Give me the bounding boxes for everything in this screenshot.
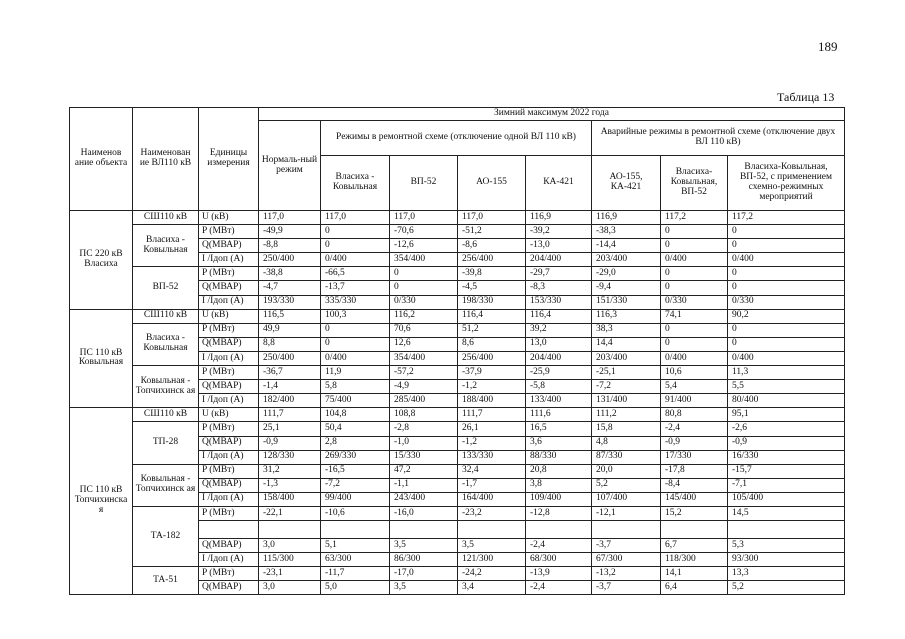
value-cell: 204/400 <box>526 351 592 365</box>
value-cell: 88/330 <box>526 450 592 464</box>
line-name-cell: СШ110 кВ <box>133 309 199 323</box>
value-cell: -8,6 <box>458 239 526 253</box>
value-cell: 14,4 <box>592 337 661 351</box>
value-cell: 6,7 <box>661 539 728 553</box>
value-cell: 0 <box>661 323 728 337</box>
value-cell: 269/330 <box>321 450 390 464</box>
value-cell: 68/300 <box>526 553 592 567</box>
unit-cell: I /Iдоп (А) <box>199 553 259 567</box>
header-col: АО-155, КА-421 <box>592 156 661 211</box>
value-cell: 5,2 <box>728 581 845 595</box>
value-cell: 203/400 <box>592 253 661 267</box>
value-cell: 116,9 <box>592 211 661 225</box>
unit-cell: Q(МВАР) <box>199 281 259 295</box>
value-cell: -39,2 <box>526 225 592 239</box>
header-col: АО-155 <box>458 156 526 211</box>
object-name-cell: ПС 110 кВ Топчихинска я <box>70 408 133 595</box>
value-cell: -7,1 <box>728 478 845 492</box>
value-cell: 5,1 <box>321 539 390 553</box>
unit-cell: Q(МВАР) <box>199 436 259 450</box>
value-cell: -24,2 <box>458 567 526 581</box>
value-cell: 117,0 <box>390 211 458 225</box>
value-cell: -16,5 <box>321 464 390 478</box>
value-cell: -3,7 <box>592 539 661 553</box>
value-cell: -49,9 <box>259 225 321 239</box>
header-col: ВП-52 <box>390 156 458 211</box>
value-cell: 86/300 <box>390 553 458 567</box>
header-season: Зимний максимум 2022 года <box>259 108 845 121</box>
value-cell: 115/300 <box>259 553 321 567</box>
value-cell: 0 <box>728 225 845 239</box>
value-cell: 70,6 <box>390 323 458 337</box>
value-cell: 3,4 <box>458 581 526 595</box>
header-col: Власиха-Ковыльная, ВП-52 <box>661 156 728 211</box>
unit-cell: P (МВт) <box>199 567 259 581</box>
value-cell: 0/400 <box>321 351 390 365</box>
value-cell: 117,0 <box>259 211 321 225</box>
value-cell: 50,4 <box>321 422 390 436</box>
value-cell: -2,6 <box>728 422 845 436</box>
value-cell: -1,3 <box>259 478 321 492</box>
unit-cell: Q(МВАР) <box>199 478 259 492</box>
value-cell: 256/400 <box>458 351 526 365</box>
value-cell: 26,1 <box>458 422 526 436</box>
value-cell: -22,1 <box>259 506 321 520</box>
value-cell: -2,4 <box>526 581 592 595</box>
value-cell: 116,4 <box>526 309 592 323</box>
line-name-cell: Ковыльная - Топчихинск ая <box>133 464 199 506</box>
value-cell: 63/300 <box>321 553 390 567</box>
value-cell: 2,8 <box>321 436 390 450</box>
value-cell: -29,7 <box>526 267 592 281</box>
value-cell: -25,1 <box>592 366 661 380</box>
value-cell: -0,9 <box>259 436 321 450</box>
unit-cell <box>199 521 259 539</box>
value-cell: -8,3 <box>526 281 592 295</box>
value-cell: -12,8 <box>526 506 592 520</box>
value-cell: 13,0 <box>526 337 592 351</box>
value-cell: 151/330 <box>592 295 661 309</box>
value-cell: 0 <box>728 281 845 295</box>
value-cell: 198/330 <box>458 295 526 309</box>
value-cell: -38,8 <box>259 267 321 281</box>
value-cell: 104,8 <box>321 408 390 422</box>
value-cell: 49,9 <box>259 323 321 337</box>
table-row <box>70 366 845 380</box>
value-cell: 99/400 <box>321 492 390 506</box>
value-cell: 111,6 <box>526 408 592 422</box>
value-cell: 3,0 <box>259 539 321 553</box>
value-cell: 90,2 <box>728 309 845 323</box>
value-cell: -66,5 <box>321 267 390 281</box>
line-name-cell: Власиха - Ковыльная <box>133 323 199 365</box>
value-cell: 39,2 <box>526 323 592 337</box>
value-cell: 0/330 <box>728 295 845 309</box>
value-cell: 3,5 <box>458 539 526 553</box>
value-cell: 0 <box>661 281 728 295</box>
value-cell: 117,0 <box>458 211 526 225</box>
unit-cell: P (МВт) <box>199 506 259 520</box>
value-cell: 0/400 <box>728 253 845 267</box>
value-cell: -51,2 <box>458 225 526 239</box>
value-cell: 105/400 <box>728 492 845 506</box>
header-line: Наименован ие ВЛ110 кВ <box>133 108 199 211</box>
value-cell: -14,4 <box>592 239 661 253</box>
line-name-cell: СШ110 кВ <box>133 211 199 225</box>
value-cell: 0 <box>728 323 845 337</box>
value-cell: 0 <box>321 239 390 253</box>
value-cell: 20,0 <box>592 464 661 478</box>
value-cell: 74,1 <box>661 309 728 323</box>
value-cell: 203/400 <box>592 351 661 365</box>
value-cell <box>728 521 845 539</box>
value-cell: 14,5 <box>728 506 845 520</box>
value-cell: 117,0 <box>321 211 390 225</box>
value-cell: 116,2 <box>390 309 458 323</box>
value-cell: 16,5 <box>526 422 592 436</box>
value-cell: -5,8 <box>526 380 592 394</box>
value-cell: 11,3 <box>728 366 845 380</box>
value-cell: 0 <box>390 281 458 295</box>
unit-cell: U (кВ) <box>199 211 259 225</box>
value-cell: 0 <box>728 337 845 351</box>
object-name-cell: ПС 220 кВ Власиха <box>70 211 133 310</box>
value-cell: 354/400 <box>390 253 458 267</box>
value-cell: -1,1 <box>390 478 458 492</box>
value-cell: 354/400 <box>390 351 458 365</box>
table-row <box>70 408 845 422</box>
value-cell: 0 <box>661 239 728 253</box>
value-cell <box>458 521 526 539</box>
value-cell: 250/400 <box>259 253 321 267</box>
value-cell: 5,0 <box>321 581 390 595</box>
value-cell: 111,7 <box>259 408 321 422</box>
unit-cell: I /Iдоп (А) <box>199 492 259 506</box>
value-cell: 14,1 <box>661 567 728 581</box>
unit-cell: Q(МВАР) <box>199 337 259 351</box>
unit-cell: I /Iдоп (А) <box>199 253 259 267</box>
value-cell: 193/330 <box>259 295 321 309</box>
value-cell: -1,0 <box>390 436 458 450</box>
value-cell: 117,2 <box>661 211 728 225</box>
value-cell: 5,2 <box>592 478 661 492</box>
value-cell <box>259 521 321 539</box>
value-cell: 285/400 <box>390 394 458 408</box>
value-cell: 0/330 <box>390 295 458 309</box>
value-cell: 0/330 <box>661 295 728 309</box>
table-row <box>70 464 845 478</box>
value-cell: -7,2 <box>592 380 661 394</box>
line-name-cell: ТА-182 <box>133 506 199 566</box>
value-cell: 3,5 <box>390 539 458 553</box>
value-cell: 75/400 <box>321 394 390 408</box>
value-cell: 5,3 <box>728 539 845 553</box>
line-name-cell: Власиха - Ковыльная <box>133 225 199 267</box>
value-cell: 51,2 <box>458 323 526 337</box>
line-name-cell: СШ110 кВ <box>133 408 199 422</box>
value-cell: 116,5 <box>259 309 321 323</box>
value-cell <box>526 521 592 539</box>
value-cell: -3,7 <box>592 581 661 595</box>
value-cell <box>592 521 661 539</box>
value-cell: 131/400 <box>592 394 661 408</box>
unit-cell: I /Iдоп (А) <box>199 450 259 464</box>
value-cell: 0 <box>321 225 390 239</box>
value-cell: 0 <box>728 267 845 281</box>
header-repair: Режимы в ремонтной схеме (отключение одной ВЛ 110 кВ) <box>321 121 592 156</box>
value-cell: 32,4 <box>458 464 526 478</box>
header-col: КА-421 <box>526 156 592 211</box>
value-cell: -4,9 <box>390 380 458 394</box>
value-cell: 100,3 <box>321 309 390 323</box>
value-cell: 133/330 <box>458 450 526 464</box>
header-emergency: Аварийные режимы в ремонтной схеме (отключение двух ВЛ 110 кВ) <box>592 121 845 156</box>
value-cell: -4,5 <box>458 281 526 295</box>
value-cell: -0,9 <box>661 436 728 450</box>
value-cell: 0 <box>661 337 728 351</box>
unit-cell: P (МВт) <box>199 225 259 239</box>
value-cell: 17/330 <box>661 450 728 464</box>
value-cell: 67/300 <box>592 553 661 567</box>
value-cell: -8,4 <box>661 478 728 492</box>
value-cell: -70,6 <box>390 225 458 239</box>
table-caption: Таблица 13 <box>777 90 835 104</box>
value-cell: 38,3 <box>592 323 661 337</box>
value-cell: 109/400 <box>526 492 592 506</box>
value-cell: 108,8 <box>390 408 458 422</box>
value-cell: 0 <box>661 225 728 239</box>
value-cell: 87/330 <box>592 450 661 464</box>
value-cell: -10,6 <box>321 506 390 520</box>
value-cell: 250/400 <box>259 351 321 365</box>
value-cell: -0,9 <box>728 436 845 450</box>
value-cell: -11,7 <box>321 567 390 581</box>
unit-cell: U (кВ) <box>199 309 259 323</box>
value-cell: 95,1 <box>728 408 845 422</box>
value-cell: 0/400 <box>321 253 390 267</box>
value-cell: 111,7 <box>458 408 526 422</box>
value-cell: 164/400 <box>458 492 526 506</box>
unit-cell: U (кВ) <box>199 408 259 422</box>
value-cell: 0/400 <box>728 351 845 365</box>
unit-cell: I /Iдоп (А) <box>199 351 259 365</box>
value-cell: 158/400 <box>259 492 321 506</box>
table-row <box>70 225 845 239</box>
value-cell: -2,8 <box>390 422 458 436</box>
value-cell: -13,2 <box>592 567 661 581</box>
value-cell: 335/330 <box>321 295 390 309</box>
value-cell: 91/400 <box>661 394 728 408</box>
value-cell: 116,4 <box>458 309 526 323</box>
value-cell: 15,2 <box>661 506 728 520</box>
unit-cell: Q(МВАР) <box>199 581 259 595</box>
unit-cell: Q(МВАР) <box>199 539 259 553</box>
value-cell: -2,4 <box>526 539 592 553</box>
value-cell: -1,2 <box>458 380 526 394</box>
value-cell: -15,7 <box>728 464 845 478</box>
value-cell: -9,4 <box>592 281 661 295</box>
value-cell: 0/400 <box>661 351 728 365</box>
value-cell: -1,4 <box>259 380 321 394</box>
value-cell: 20,8 <box>526 464 592 478</box>
value-cell: -29,0 <box>592 267 661 281</box>
value-cell: -2,4 <box>661 422 728 436</box>
header-col: Власиха - Ковыльная <box>321 156 390 211</box>
value-cell: 116,9 <box>526 211 592 225</box>
value-cell: 0 <box>390 267 458 281</box>
table-row <box>70 309 845 323</box>
value-cell: 0 <box>728 239 845 253</box>
header-object: Наименов ание объекта <box>70 108 133 211</box>
page-number: 189 <box>818 39 838 54</box>
unit-cell: Q(МВАР) <box>199 380 259 394</box>
value-cell: 3,5 <box>390 581 458 595</box>
value-cell: 8,8 <box>259 337 321 351</box>
value-cell <box>390 521 458 539</box>
value-cell <box>321 521 390 539</box>
value-cell: 117,2 <box>728 211 845 225</box>
line-name-cell: ТП-28 <box>133 422 199 464</box>
value-cell: 3,8 <box>526 478 592 492</box>
value-cell: -37,9 <box>458 366 526 380</box>
value-cell: 25,1 <box>259 422 321 436</box>
value-cell: 5,4 <box>661 380 728 394</box>
unit-cell: I /Iдоп (А) <box>199 295 259 309</box>
value-cell: -12,6 <box>390 239 458 253</box>
value-cell: -4,7 <box>259 281 321 295</box>
value-cell: 8,6 <box>458 337 526 351</box>
value-cell: 5,8 <box>321 380 390 394</box>
table-row <box>70 211 845 225</box>
value-cell: -17,8 <box>661 464 728 478</box>
value-cell: 153/330 <box>526 295 592 309</box>
value-cell: 93/300 <box>728 553 845 567</box>
table-row <box>70 422 845 436</box>
value-cell: -23,2 <box>458 506 526 520</box>
table-row <box>70 506 845 520</box>
value-cell: -13,7 <box>321 281 390 295</box>
value-cell: 118/300 <box>661 553 728 567</box>
value-cell: 0/400 <box>661 253 728 267</box>
value-cell: 16/330 <box>728 450 845 464</box>
value-cell: 204/400 <box>526 253 592 267</box>
value-cell: 31,2 <box>259 464 321 478</box>
value-cell: -8,8 <box>259 239 321 253</box>
value-cell: 15/330 <box>390 450 458 464</box>
value-cell: 145/400 <box>661 492 728 506</box>
value-cell <box>661 521 728 539</box>
value-cell: 11,9 <box>321 366 390 380</box>
value-cell: 6,4 <box>661 581 728 595</box>
line-name-cell: Ковыльная - Топчихинск ая <box>133 366 199 408</box>
unit-cell: P (МВт) <box>199 464 259 478</box>
line-name-cell: ВП-52 <box>133 267 199 309</box>
value-cell: 107/400 <box>592 492 661 506</box>
value-cell: -57,2 <box>390 366 458 380</box>
unit-cell: Q(МВАР) <box>199 239 259 253</box>
unit-cell: P (МВт) <box>199 323 259 337</box>
value-cell: -13,9 <box>526 567 592 581</box>
value-cell: 80/400 <box>728 394 845 408</box>
line-name-cell: ТА-51 <box>133 567 199 595</box>
table-row <box>70 567 845 581</box>
value-cell: 182/400 <box>259 394 321 408</box>
value-cell: 243/400 <box>390 492 458 506</box>
value-cell: 128/330 <box>259 450 321 464</box>
unit-cell: P (МВт) <box>199 366 259 380</box>
header-normal: Нормаль-ный режим <box>259 121 321 211</box>
value-cell: 133/400 <box>526 394 592 408</box>
value-cell: 111,2 <box>592 408 661 422</box>
header-units: Единицы измерения <box>199 108 259 211</box>
value-cell: 121/300 <box>458 553 526 567</box>
value-cell: 12,6 <box>390 337 458 351</box>
value-cell: -17,0 <box>390 567 458 581</box>
value-cell: -36,7 <box>259 366 321 380</box>
value-cell: 3,0 <box>259 581 321 595</box>
header-col: Власиха-Ковыльная, ВП-52, с применением схемно-режимных мероприятий <box>728 156 845 211</box>
value-cell: 4,8 <box>592 436 661 450</box>
unit-cell: I /Iдоп (А) <box>199 394 259 408</box>
value-cell: 47,2 <box>390 464 458 478</box>
value-cell: 0 <box>661 267 728 281</box>
data-table <box>69 107 845 595</box>
value-cell: -16,0 <box>390 506 458 520</box>
value-cell: -25,9 <box>526 366 592 380</box>
value-cell: -1,2 <box>458 436 526 450</box>
value-cell: -1,7 <box>458 478 526 492</box>
value-cell: 0 <box>321 323 390 337</box>
value-cell: 15,8 <box>592 422 661 436</box>
value-cell: 256/400 <box>458 253 526 267</box>
value-cell: -38,3 <box>592 225 661 239</box>
value-cell: 116,3 <box>592 309 661 323</box>
object-name-cell: ПС 110 кВ Ковыльная <box>70 309 133 408</box>
value-cell: 188/400 <box>458 394 526 408</box>
unit-cell: P (МВт) <box>199 267 259 281</box>
value-cell: -13,0 <box>526 239 592 253</box>
value-cell: 80,8 <box>661 408 728 422</box>
table-row <box>70 323 845 337</box>
value-cell: 10,6 <box>661 366 728 380</box>
value-cell: -23,1 <box>259 567 321 581</box>
unit-cell: P (МВт) <box>199 422 259 436</box>
value-cell: -39,8 <box>458 267 526 281</box>
value-cell: -7,2 <box>321 478 390 492</box>
value-cell: 0 <box>321 337 390 351</box>
table-row <box>70 267 845 281</box>
value-cell: 13,3 <box>728 567 845 581</box>
value-cell: 3,6 <box>526 436 592 450</box>
value-cell: 5,5 <box>728 380 845 394</box>
value-cell: -12,1 <box>592 506 661 520</box>
